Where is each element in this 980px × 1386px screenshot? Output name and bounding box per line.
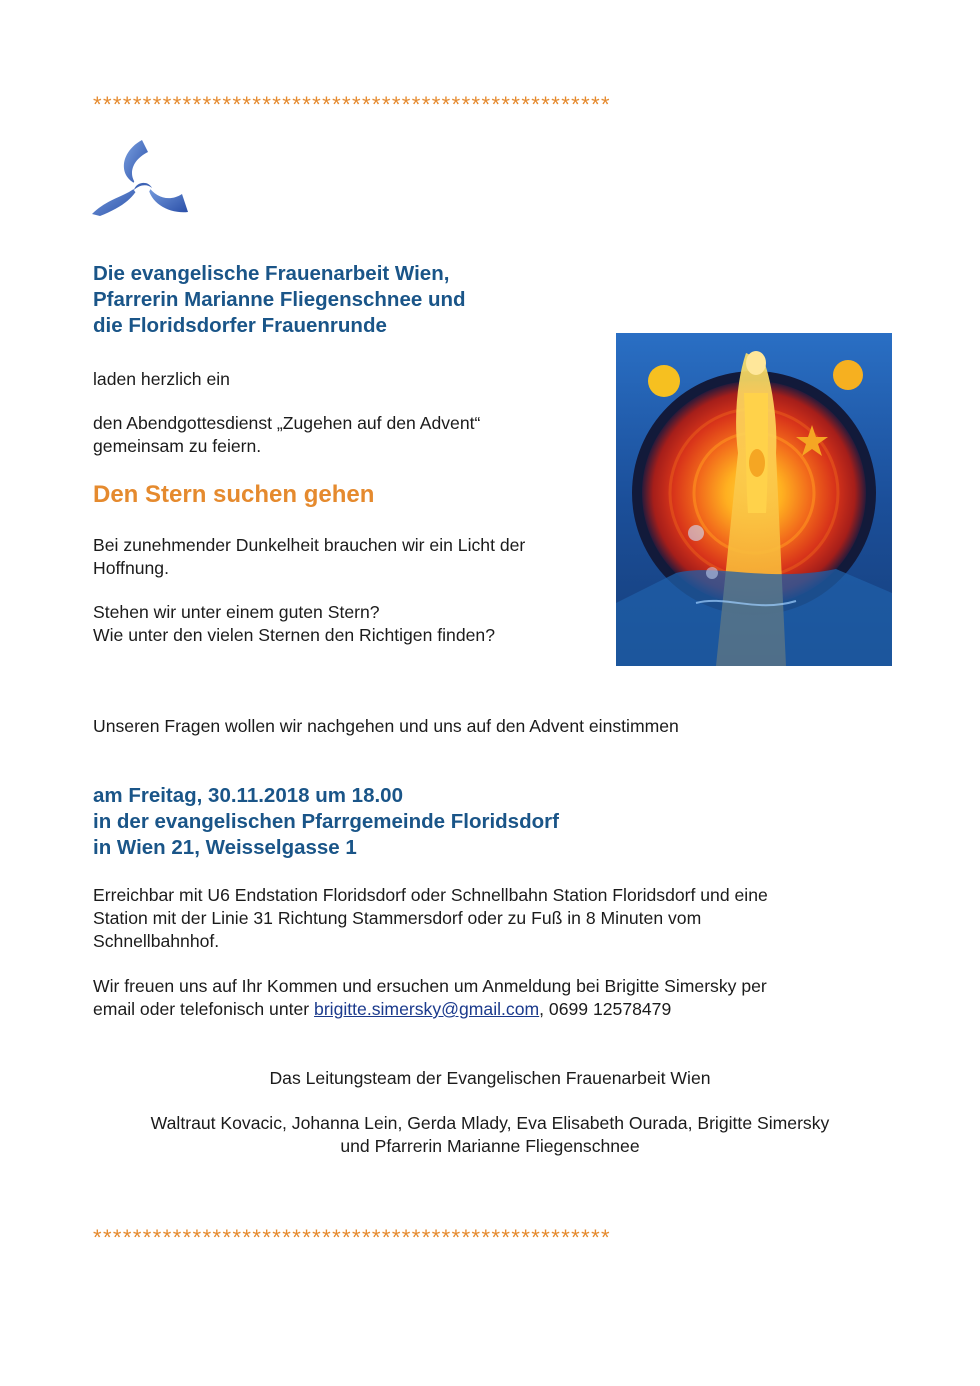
event-details	[93, 783, 559, 861]
event-address: in Wien 21, Weisselgasse 1	[93, 836, 357, 859]
advent-illustration	[616, 333, 892, 666]
team-title: Das Leitungsteam der Evangelischen Frauenarbeit Wien	[269, 1068, 711, 1088]
intro-text: Unseren Fragen wollen wir nachgehen und uns auf den Advent einstimmen	[93, 716, 679, 736]
invite-text: laden herzlich ein	[93, 369, 230, 389]
directions-line: Schnellbahnhof.	[93, 931, 220, 951]
registration-text	[93, 975, 767, 1021]
decorative-star-border-top: ****************************************************	[93, 93, 611, 117]
directions-text	[93, 884, 768, 953]
paragraph-line: Hoffnung.	[93, 558, 169, 578]
members-line: und Pfarrerin Marianne Fliegenschnee	[340, 1136, 640, 1156]
service-text	[93, 412, 480, 458]
paragraph-line: Wie unter den vielen Sternen den Richtigen finden?	[93, 625, 495, 645]
paragraph-line: Stehen wir unter einem guten Stern?	[93, 602, 380, 622]
service-line: gemeinsam zu feiern.	[93, 436, 262, 456]
directions-line: Erreichbar mit U6 Endstation Floridsdorf oder Schnellbahn Station Floridsdorf und eine	[93, 885, 768, 905]
heading-line: Die evangelische Frauenarbeit Wien,	[93, 262, 450, 285]
directions-line: Station mit der Linie 31 Richtung Stammersdorf oder zu Fuß in 8 Minuten vom	[93, 908, 702, 928]
paragraph-hope	[93, 534, 525, 580]
registration-prefix: email oder telefonisch unter	[93, 999, 315, 1019]
paragraph-line: Bei zunehmender Dunkelheit brauchen wir ein Licht der	[93, 535, 526, 555]
team-members	[0, 1112, 980, 1158]
heading-line: Pfarrerin Marianne Fliegenschnee und	[93, 288, 466, 311]
event-date-time: am Freitag, 30.11.2018 um 18.00	[93, 784, 403, 807]
paragraph-questions	[93, 601, 495, 647]
heading-line: die Floridsdorfer Frauenrunde	[93, 314, 387, 337]
service-line: den Abendgottesdienst „Zugehen auf den Advent“	[93, 413, 481, 433]
event-title: Den Stern suchen gehen	[93, 481, 375, 508]
email-link[interactable]: brigitte.simersky@gmail.com	[314, 999, 540, 1019]
logo-icon	[90, 138, 190, 220]
phone-number: , 0699 12578479	[539, 999, 672, 1019]
organizer-heading	[93, 261, 466, 339]
decorative-star-border-bottom: ****************************************************	[93, 1226, 611, 1250]
registration-line: Wir freuen uns auf Ihr Kommen und ersuchen um Anmeldung bei Brigitte Simersky per	[93, 976, 767, 996]
registration-line	[93, 998, 767, 1021]
event-location: in der evangelischen Pfarrgemeinde Floridsdorf	[93, 810, 559, 833]
members-line: Waltraut Kovacic, Johanna Lein, Gerda Mlady, Eva Elisabeth Ourada, Brigitte Simersky	[150, 1113, 830, 1133]
